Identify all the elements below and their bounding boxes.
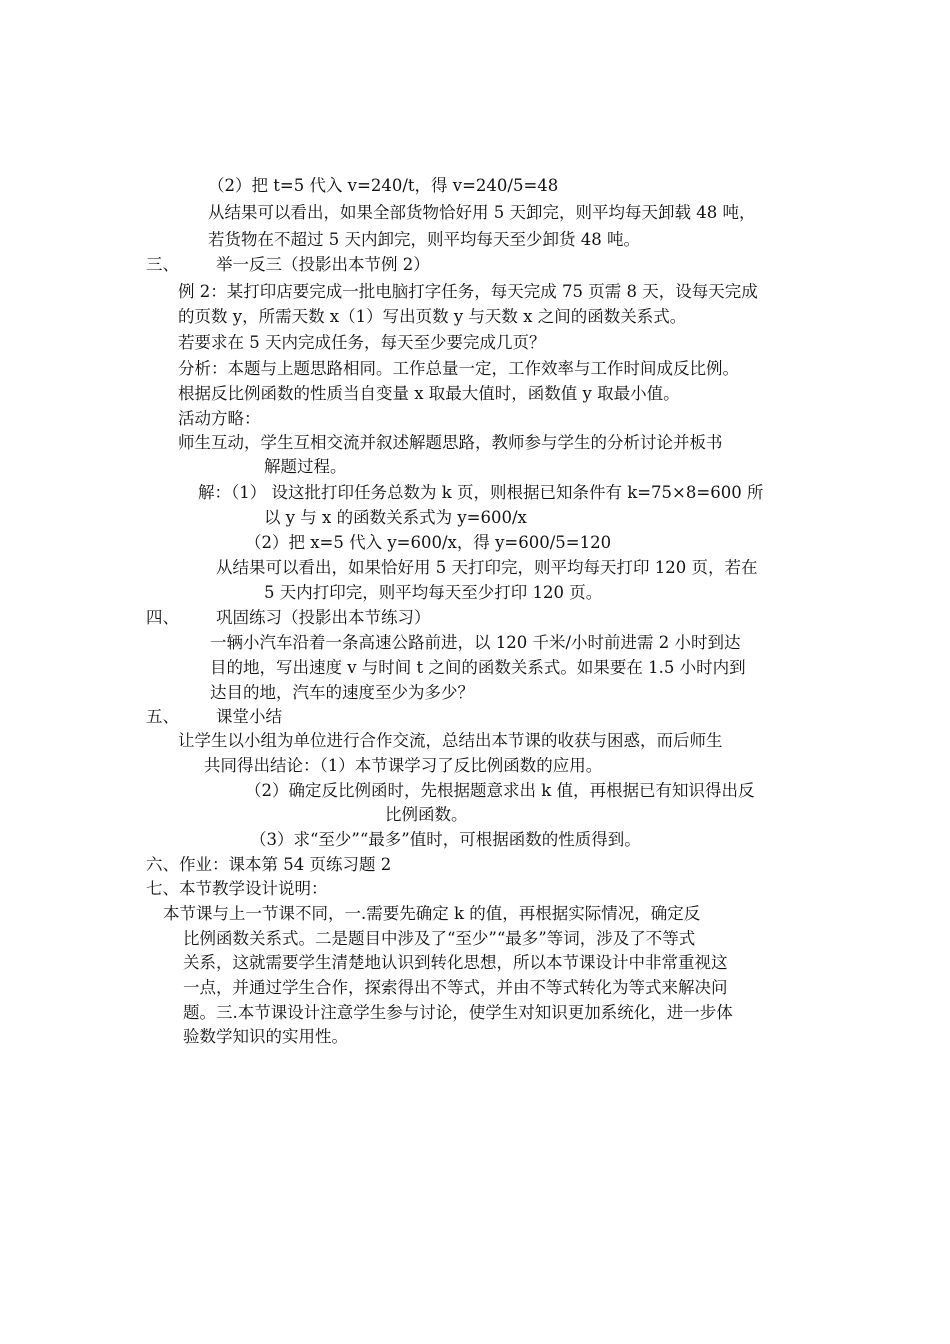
text-line: 一点，并通过学生合作，探索得出不等式，并由不等式转化为等式来解决问 xyxy=(183,978,728,997)
text-line: 比例函数关系式。二是题目中涉及了“至少”“最多”等词，涉及了不等式 xyxy=(183,929,696,948)
text-line: 若货物在不超过 5 天内卸完，则平均每天至少卸货 48 吨。 xyxy=(208,230,640,249)
text-line: 比例函数。 xyxy=(385,805,468,824)
text-line: 解：（1） 设这批打印任务总数为 k 页，则根据已知条件有 k=75×8=600 所 xyxy=(198,483,764,502)
text-line: 师生互动，学生互相交流并叙述解题思路，教师参与学生的分析讨论并板书 xyxy=(178,433,723,452)
text-line: 验数学知识的实用性。 xyxy=(183,1027,348,1046)
text-line: 本节课与上一节课不同，一.需要先确定 k 的值，再根据实际情况，确定反 xyxy=(163,904,701,923)
text-line: 一辆小汽车沿着一条高速公路前进，以 120 千米/小时前进需 2 小时到达 xyxy=(210,633,741,652)
text-line: （2）把 x=5 代入 y=600/x，得 y=600/5=120 xyxy=(245,533,612,552)
text-line: 目的地，写出速度 v 与时间 t 之间的函数关系式。如果要在 1.5 小时内到 xyxy=(210,658,746,677)
text-line: 从结果可以看出，如果全部货物恰好用 5 天卸完，则平均每天卸载 48 吨， xyxy=(208,203,756,222)
section-number: 四、 xyxy=(146,608,179,627)
text-line: 若要求在 5 天内完成任务，每天至少要完成几页？ xyxy=(178,333,546,352)
text-line: （2）确定反比例函时，先根据题意求出 k 值，再根据已有知识得出反 xyxy=(245,781,755,800)
text-line: 的页数 y，所需天数 x（1）写出页数 y 与天数 x 之间的函数关系式。 xyxy=(178,307,687,326)
text-line: 解题过程。 xyxy=(264,457,347,476)
section-number: 三、 xyxy=(146,255,179,274)
section-heading-7: 七、本节教学设计说明： xyxy=(146,879,328,898)
text-line: （3）求“至少”“最多”值时，可根据函数的性质得到。 xyxy=(250,830,641,849)
text-line: 活动方略： xyxy=(178,409,261,428)
section-title: 举一反三（投影出本节例 2） xyxy=(216,255,430,274)
text-line: 达目的地，汽车的速度至少为多少？ xyxy=(210,683,474,702)
text-line: 共同得出结论：（1）本节课学习了反比例函数的应用。 xyxy=(204,756,603,775)
text-line: 5 天内打印完，则平均每天至少打印 120 页。 xyxy=(264,583,603,602)
text-line: 从结果可以看出，如果恰好用 5 天打印完，则平均每天打印 120 页，若在 xyxy=(216,558,758,577)
text-line: 以 y 与 x 的函数关系式为 y=600/x xyxy=(264,508,527,527)
section-number: 五、 xyxy=(146,707,179,726)
section-heading-3 xyxy=(146,253,430,277)
text-line: 让学生以小组为单位进行合作交流，总结出本节课的收获与困惑，而后师生 xyxy=(178,731,723,750)
text-line: 分析：本题与上题思路相同。工作总量一定，工作效率与工作时间成反比例。 xyxy=(178,359,739,378)
section-title: 巩固练习（投影出本节练习） xyxy=(216,608,431,627)
text-line: 关系，这就需要学生清楚地认识到转化思想，所以本节课设计中非常重视这 xyxy=(183,953,728,972)
section-heading-6: 六、作业：课本第 54 页练习题 2 xyxy=(146,855,392,874)
text-line: 例 2：某打印店要完成一批电脑打字任务，每天完成 75 页需 8 天，设每天完成 xyxy=(178,282,758,301)
text-line: 根据反比例函数的性质当自变量 x 取最大值时，函数值 y 取最小值。 xyxy=(178,384,680,403)
section-heading-5 xyxy=(146,705,282,729)
section-title: 课堂小结 xyxy=(216,707,282,726)
text-line: （2）把 t=5 代入 v=240/t，得 v=240/5=48 xyxy=(208,176,559,195)
section-heading-4 xyxy=(146,606,431,630)
text-line: 题。三.本节课设计注意学生参与讨论，使学生对知识更加系统化，进一步体 xyxy=(183,1003,733,1022)
